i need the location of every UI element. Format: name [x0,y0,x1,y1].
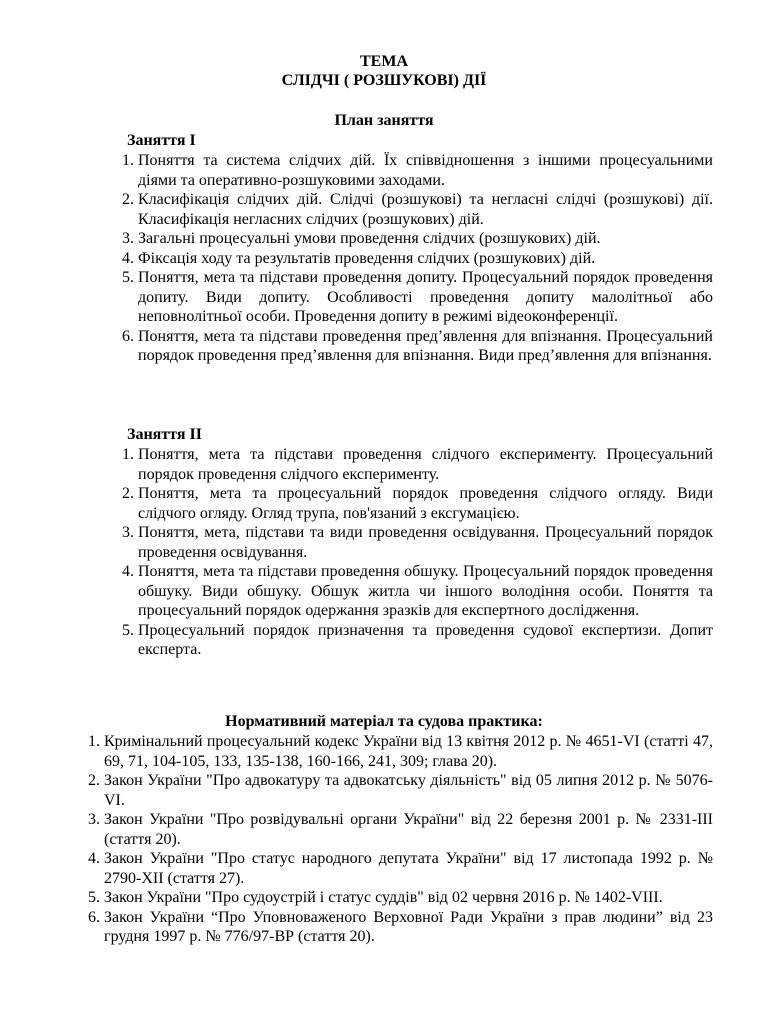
list-item [112,229,713,249]
list-item [112,151,713,190]
list-item [112,190,713,229]
item-text: Закон України "Про адвокатуру та адвокатську діяльність" від 05 липня 2012 р. № 5076-VI. [104,772,713,809]
topic-title: СЛІДЧІ ( РОЗШУКОВІ) ДІЇ [281,72,487,89]
item-number: 3. [122,524,134,541]
item-text: Поняття, мета та підстави проведення обшуку. Процесуальний порядок проведення обшуку. Види обшуку. Обшук житла чи іншого володіння особи. Поняття та процесуальний порядок одержання зразків для експертного дослідження. [138,563,713,619]
item-text: Поняття, мета та підстави проведення слідчого експерименту. Процесуальний порядок проведення слідчого експерименту. [138,446,713,483]
item-number: 2. [122,485,134,502]
list-item [112,249,713,269]
item-text: Фіксація ходу та результатів проведення слідчих (розшукових) дій. [138,249,596,267]
lesson1-heading: Заняття І [127,132,196,149]
item-number: 4. [88,850,100,867]
item-number: 4. [122,563,134,580]
item-text: Поняття, мета та процесуальний порядок проведення слідчого огляду. Види слідчого огляду. Огляд трупа, пов'язаний з ексгумацією. [138,485,713,522]
list-item [78,771,713,810]
item-number: 1. [122,152,134,169]
topic-label: ТЕМА [360,53,408,70]
item-text: Закон України “Про Уповноваженого Верховної Ради України з прав людини” від 23 грудня 1997 р. № 776/97-ВР (стаття 20). [104,908,713,945]
item-number: 5. [122,621,134,639]
item-number: 6. [122,327,134,345]
item-number: 1. [122,446,134,463]
normative-list [78,732,713,947]
list-item [78,849,713,888]
list-item [112,484,713,523]
lesson2-heading: Заняття ІІ [127,426,202,443]
lesson1-list [112,151,713,366]
list-item [78,908,713,947]
item-number: 5. [122,269,134,286]
list-item [78,810,713,849]
item-number: 6. [88,908,100,926]
item-text: Поняття, мета та підстави проведення пред’явлення для впізнання. Процесуальний порядок проведення пред’явлення для впізнання. Види пред’явлення для впізнання. [138,327,713,364]
item-number: 3. [122,230,134,247]
item-text: Закон України "Про судоустрій і статус суддів" від 02 червня 2016 р. № 1402-VIII. [104,889,663,906]
list-item [112,523,713,562]
item-text: Загальні процесуальні умови проведення слідчих (розшукових) дій. [138,230,601,247]
item-text: Процесуальний порядок призначення та проведення судової експертизи. Допит експерта. [138,621,713,658]
item-number: 2. [88,772,100,789]
plan-title: План заняття [334,112,434,129]
item-text: Поняття та система слідчих дій. Їх співвідношення з іншими процесуальними діями та оперативно-розшуковими заходами. [138,152,713,189]
item-text: Кримінальний процесуальний кодекс України від 13 квітня 2012 р. № 4651-VI (статті 47, 69, 71, 104-105, 133, 135-138, 160-166, 241, 309; глава 20). [104,733,713,770]
item-number: 3. [88,811,100,828]
item-text: Поняття, мета, підстави та види проведення освідування. Процесуальний порядок проведення освідування. [138,524,713,561]
item-text: Закон України "Про статус народного депутата України" від 17 листопада 1992 р. № 2790-XII (стаття 27). [104,850,713,887]
item-number: 1. [88,733,100,750]
item-number: 5. [88,889,100,906]
item-text: Поняття, мета та підстави проведення допиту. Процесуальний порядок проведення допиту. Види допиту. Особливості проведення допиту малолітньої або неповнолітньої особи. Проведення допиту в режимі відеоконференції. [138,269,713,325]
item-text: Класифікація слідчих дій. Слідчі (розшукові) та негласні слідчі (розшукові) дії. Класифікація негласних слідчих (розшукових) дій. [138,191,713,228]
list-item [112,268,713,327]
normative-heading: Нормативний матеріал та судова практика: [225,713,543,730]
item-text: Закон України "Про розвідувальні органи України" від 22 березня 2001 р. № 2331-III (стаття 20). [104,811,713,848]
list-item [78,888,713,908]
list-item [112,445,713,484]
list-item [112,621,713,660]
item-number: 2. [122,191,134,208]
list-item [78,732,713,771]
list-item [112,327,713,366]
lesson2-list [112,445,713,660]
list-item [112,562,713,621]
item-number: 4. [122,249,134,267]
